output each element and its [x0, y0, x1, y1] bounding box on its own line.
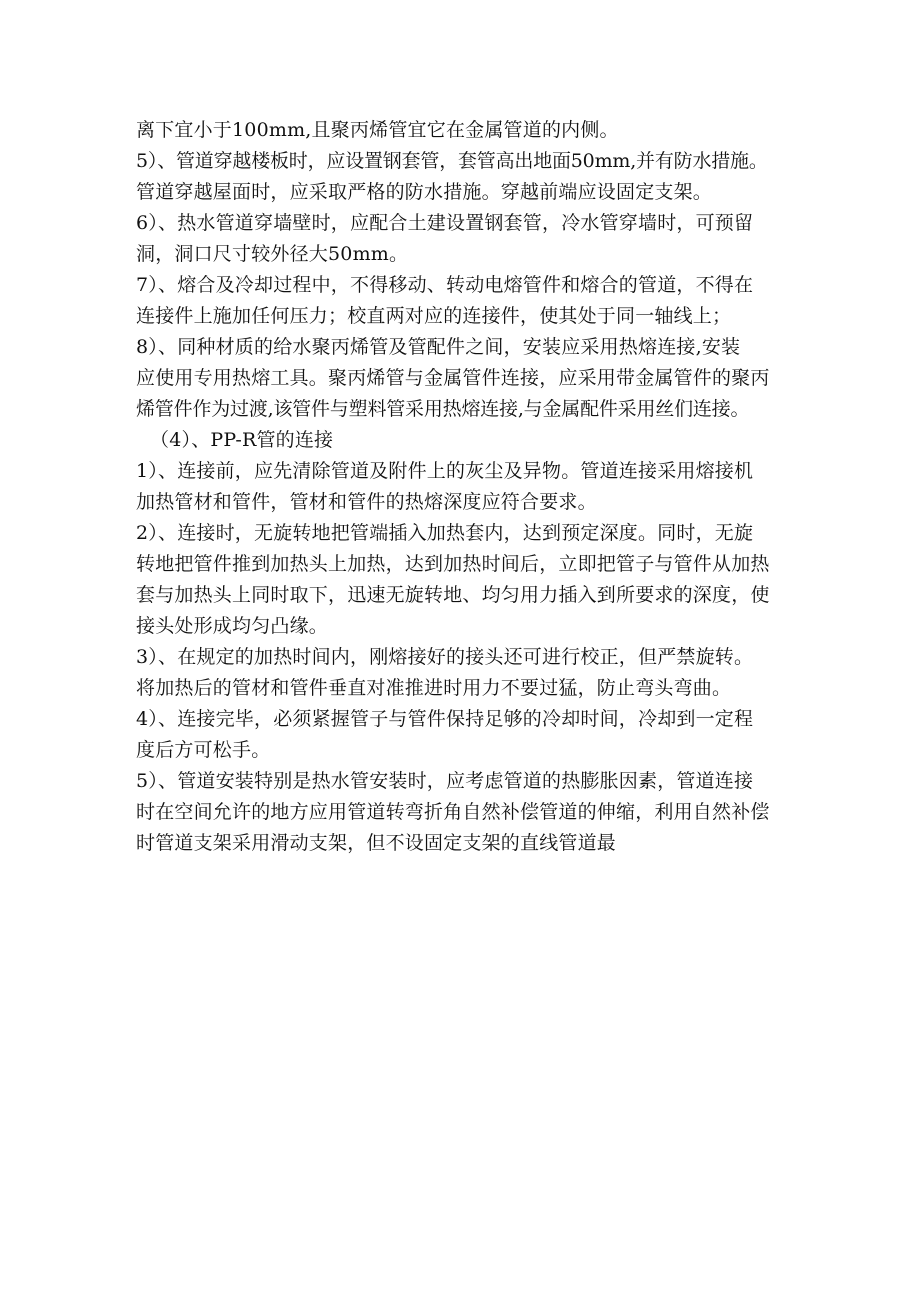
text-line: 1）、连接前，应先清除管道及附件上的灰尘及异物。管道连接采用熔接机: [136, 460, 754, 482]
text-line: 6）、热水管道穿墙壁时，应配合土建设置钢套管，冷水管穿墙时，可预留: [136, 212, 754, 234]
text-line: 5）、管道安装特别是热水管安装时，应考虑管道的热膨胀因素，管道连接: [136, 770, 754, 792]
text-line: 2）、连接时，无旋转地把管端插入加热套内，达到预定深度。同时，无旋: [136, 522, 754, 544]
text-line: 8）、同种材质的给水聚丙烯管及管配件之间，安装应采用热熔连接,安装: [136, 336, 741, 358]
text-line: 应使用专用热熔工具。聚丙烯管与金属管件连接，应采用带金属管件的聚丙: [136, 367, 770, 389]
document-body: [136, 115, 796, 859]
text-line: 度后方可松手。: [136, 739, 271, 761]
text-line: 接头处形成均匀凸缘。: [136, 615, 329, 637]
text-line: 连接件上施加任何压力；校直两对应的连接件，使其处于同一轴线上；: [136, 305, 732, 327]
text-line: 将加热后的管材和管件垂直对准推进时用力不要过猛，防止弯头弯曲。: [136, 677, 732, 699]
text-line: 4）、连接完毕，必须紧握管子与管件保持足够的冷却时间，冷却到一定程: [136, 708, 754, 730]
text-line: 转地把管件推到加热头上加热，达到加热时间后，立即把管子与管件从加热: [136, 553, 770, 575]
text-line: 5）、管道穿越楼板时，应设置钢套管，套管高出地面50mm,并有防水措施。: [136, 150, 768, 172]
text-line: 管道穿越屋面时，应采取严格的防水措施。穿越前端应设固定支架。: [136, 181, 713, 203]
text-line: 烯管件作为过渡,该管件与塑料管采用热熔连接,与金属配件采用丝们连接。: [136, 398, 750, 420]
text-line: 洞，洞口尺寸较外径大50mm。: [136, 243, 409, 265]
section-heading: （4）、PP-R管的连接: [150, 429, 334, 451]
text-line: 时管道支架采用滑动支架，但不设固定支架的直线管道最: [136, 832, 617, 854]
text-line: 套与加热头上同时取下，迅速无旋转地、均匀用力插入到所要求的深度，使: [136, 584, 770, 606]
text-line: 离下宜小于100mm,且聚丙烯管宜它在金属管道的内侧。: [136, 119, 619, 141]
text-line: 3）、在规定的加热时间内，刚熔接好的接头还可进行校正，但严禁旋转。: [136, 646, 754, 668]
text-line: 加热管材和管件，管材和管件的热熔深度应符合要求。: [136, 491, 597, 513]
text-line: 时在空间允许的地方应用管道转弯折角自然补偿管道的伸缩，利用自然补偿: [136, 801, 770, 823]
text-line: 7）、熔合及冷却过程中，不得移动、转动电熔管件和熔合的管道，不得在: [136, 274, 754, 296]
